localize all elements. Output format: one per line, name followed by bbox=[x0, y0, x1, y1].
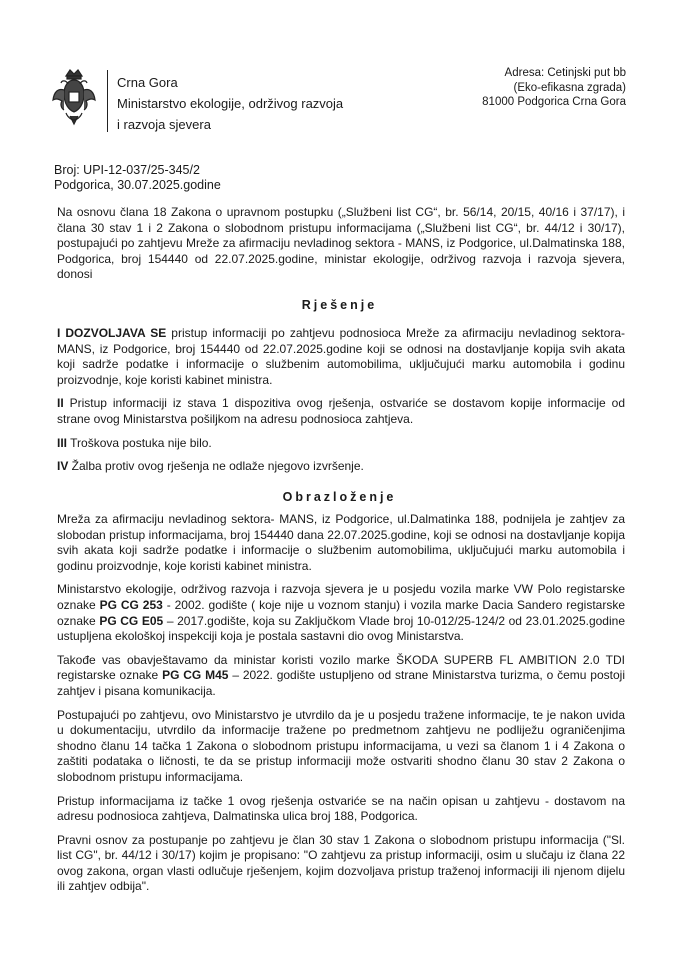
dispositive-item-3 bbox=[57, 436, 625, 452]
dispositive-item-3-number: III bbox=[57, 435, 68, 450]
reasoning-paragraph-5: Pristup informacijama iz tačke 1 ovog rješenja ostvariće se na način opisan u zahtjevu - dostavom na adresu podnosioca zahtjeva, Dalmatinska ulica broj 188, Podgorica. bbox=[57, 793, 625, 824]
license-plate-1: PG CG 253 bbox=[99, 597, 163, 612]
dispositive-item-1-keyword: I DOZVOLJAVA SE bbox=[57, 326, 167, 340]
reasoning-p2-part-a: Ministarstvo ekologije, održivog razvoja i razvoja sjevera je u posjedu vozila marke VW Polo registarske oznake bbox=[57, 582, 625, 612]
dispositive-item-1 bbox=[57, 326, 625, 388]
header-divider bbox=[107, 70, 108, 132]
ministry-line-2: i razvoja sjevera bbox=[117, 117, 211, 132]
license-plate-3: PG CG M45 bbox=[162, 668, 229, 683]
preamble-text: Na osnovu člana 18 Zakona o upravnom postupku („Službeni list CG“, br. 56/14, 20/15, 40/16 i 37/17), i člana 30 stav 1 i 2 Zakona o slobodnom pristupu informacijama („Službeni list CG“, br. 44/12 i 30/17), postupajući po zahtjevu Mreže za afirmaciju nevladinog sektora - MANS, iz Podgorice, ul.Dalmatinska 188, Podgorica, broj 154440 od 22.07.2025.godine, ministar ekologije, održivog razvoja i razvoja sjevera, donosi bbox=[57, 205, 625, 282]
dispositive bbox=[57, 326, 625, 475]
reasoning-p3-part-a: Takođe vas obavještavamo da ministar koristi vozilo marke ŠKODA SUPERB FL AMBITION 2.0 TDI registarske oznake bbox=[57, 652, 625, 683]
dispositive-item-2-number: II bbox=[57, 396, 64, 411]
reasoning-p2-part-c: – 2017.godište, koja su Zaključkom Vlade broj 10-012/25-124/2 od 23.01.2025.godine ustupljena ekološkoj inspekciji koja je postala sastavni dio ovog Ministarstva. bbox=[57, 613, 625, 644]
dispositive-item-2-text: Pristup informaciji iz stava 1 dispozitiva ovog rješenja, ostvariće se dostavom kopije informacije od strane ovog Ministarstva pošiljkom na adresu podnosioca zahtjeva. bbox=[57, 396, 625, 426]
dispositive-item-4-number: IV bbox=[57, 459, 69, 474]
address-line-3: 81000 Podgorica Crna Gora bbox=[482, 96, 626, 108]
montenegro-coat-of-arms-icon bbox=[50, 66, 98, 130]
reasoning-p3-part-b: – 2022. godište ustupljeno od strane Ministarstva turizma, o čemu postoji zahtjev i pisana komunikacija. bbox=[57, 668, 625, 698]
reasoning-paragraph-3 bbox=[57, 653, 625, 700]
reasoning-paragraph-6: Pravni osnov za postupanje po zahtjevu je član 30 stav 1 Zakona o slobodnom pristupu informacija ("Sl. list CG", br. 44/12 i 30/17) kojim je propisano: "O zahtjevu za pristup informaciji, osim u slučaju iz člana 22 ovog zakona, organ vlasti odlučuje rješenjem, kojim dozvoljava pristup traženoj informaciji ili njenom dijelu ili zahtjev odbija". bbox=[57, 832, 625, 894]
reasoning-paragraph-2 bbox=[57, 582, 625, 644]
address-line-2: (Eko-efikasna zgrada) bbox=[513, 81, 626, 94]
preamble bbox=[57, 205, 625, 283]
reasoning bbox=[57, 512, 625, 895]
reasoning-title: Obrazloženje bbox=[282, 490, 397, 504]
decision-title: Rješenje bbox=[301, 298, 378, 312]
dispositive-item-4-text: Žalba protiv ovog rješenja ne odlaže njegovo izvršenje. bbox=[68, 459, 364, 474]
dispositive-item-1-text: pristup informaciji po zahtjevu podnosioca Mreže za afirmaciju nevladinog sektora- MANS, iz Podgorice, broj 154440 od 22.07.2025.godine koji se odnosi na dostavljanje kopija svih akata koji sadrže podatke i informacije o službenim automobilima, uključujući marku automobila i godinu proizvodnje, koje koristi kabinet ministra. bbox=[57, 326, 625, 387]
dispositive-item-3-text: Troškova postuka nije bilo. bbox=[67, 435, 212, 450]
reasoning-paragraph-4: Postupajući po zahtjevu, ovo Ministarstvo je utvrdilo da je u posjedu tražene informacije, te je nakon uvida u dokumentaciju, utvrdilo da informacije tražene po predmetnom zahtjevu ne podliježu ograničenjima shodno članu 14 tačka 1 Zakona o slobodnom pristupu informacijama, u vezi sa članom 1 i 4 Zakona o zaštiti podataka o ličnosti, te da se pristup informaciji može ostvariti shodno članu 30 stav 2 Zakona o slobodnom pristupu informacijama. bbox=[57, 707, 625, 784]
dispositive-item-2 bbox=[57, 396, 625, 427]
address-block bbox=[482, 66, 626, 110]
reasoning-p2-part-b: - 2002. godište ( koje nije u voznom stanju) i vozila marke Dacia Sandero registarske oznake bbox=[57, 597, 625, 628]
ministry-line-1: Ministarstvo ekologije, održivog razvoja bbox=[117, 96, 344, 111]
place-date: Podgorica, 30.07.2025.godine bbox=[54, 178, 221, 192]
address-line-1: Adresa: Cetinjski put bb bbox=[504, 67, 626, 79]
reference-number: Broj: UPI-12-037/25-345/2 bbox=[54, 163, 200, 177]
reference-block bbox=[54, 163, 221, 193]
dispositive-item-4 bbox=[57, 459, 625, 475]
reasoning-paragraph-1: Mreža za afirmaciju nevladinog sektora- MANS, iz Podgorice, ul.Dalmatinka 188, podnijela je zahtjev za slobodan pristup informacijama, broj 154440 dana 22.07.2025.godine, koji se odnosi na dostavljanje kopija svih akata koji sadrže podatke i informacije o službenim automobilima, uključujući marku automobila i godinu proizvodnje, koje koristi kabinet ministra. bbox=[57, 512, 625, 573]
license-plate-2: PG CG E05 bbox=[99, 613, 164, 628]
ministry-name bbox=[117, 72, 343, 135]
country-name: Crna Gora bbox=[117, 75, 178, 90]
